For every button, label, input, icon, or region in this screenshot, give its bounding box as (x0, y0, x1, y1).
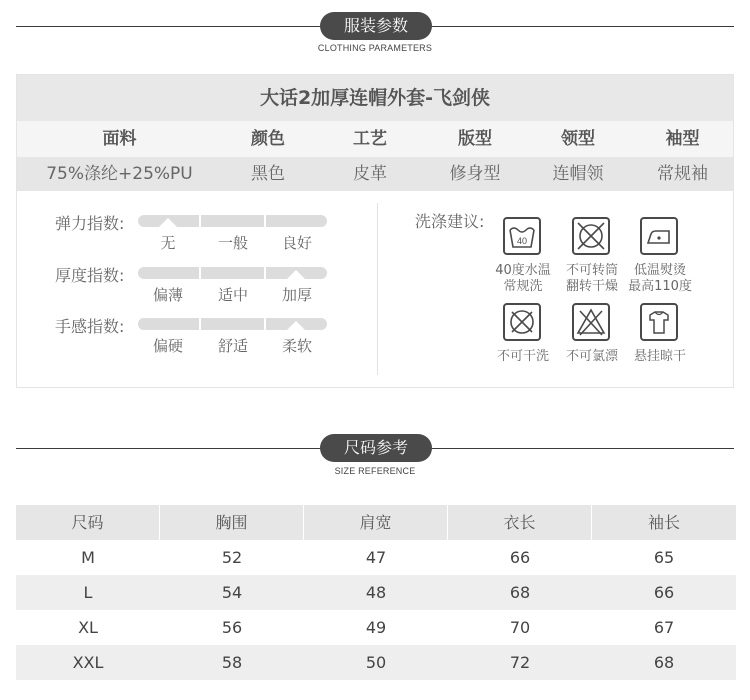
wash-40-label-line2: 常规洗 (503, 279, 543, 294)
elasticity-index-label: 弹力指数: (55, 214, 125, 233)
section-title-clothing-parameters: 服装参数 (320, 12, 432, 40)
attr-value-craft: 皮革 (353, 164, 387, 184)
thickness-option-medium: 适中 (217, 286, 248, 304)
table-cell: 56 (221, 618, 243, 637)
svg-text:40: 40 (516, 236, 528, 246)
no-tumble-dry-icon (572, 217, 610, 255)
attr-name-collar: 领型 (561, 129, 595, 149)
scale-divider (264, 318, 266, 330)
table-cell: 66 (653, 583, 675, 602)
attr-name-craft: 工艺 (353, 129, 387, 149)
header-sleeve-length: 袖长 (647, 513, 680, 532)
table-cell: 54 (221, 583, 243, 602)
feel-scale-bar (138, 318, 327, 330)
size-table-header-row (16, 505, 736, 540)
wash-40-label-line1: 40度水温 (495, 263, 551, 278)
thickness-scale-bar (138, 267, 327, 279)
wash-40-icon (503, 217, 541, 255)
attr-value-fit: 修身型 (449, 164, 501, 184)
vertical-divider (377, 203, 378, 375)
feel-option-comfortable: 舒适 (217, 337, 248, 355)
scale-divider (199, 318, 201, 330)
section-subtitle: CLOTHING PARAMETERS (317, 43, 433, 53)
feel-option-hard: 偏硬 (152, 337, 183, 355)
elasticity-option-normal: 一般 (217, 234, 248, 252)
feel-selected-marker (287, 321, 305, 330)
scale-divider (199, 215, 201, 227)
feel-option-soft: 柔软 (281, 337, 312, 355)
table-row (16, 540, 736, 575)
section-subtitle: SIZE REFERENCE (334, 466, 416, 476)
no-dry-clean-icon (503, 303, 541, 341)
table-row (16, 610, 736, 645)
no-bleach-icon (572, 303, 610, 341)
section-title-size-reference: 尺码参考 (320, 434, 432, 462)
table-cell: 47 (365, 548, 387, 567)
low-iron-label-line2: 最高110度 (628, 279, 692, 294)
table-cell: 72 (509, 653, 531, 672)
table-cell: 49 (365, 618, 387, 637)
thickness-option-thick: 加厚 (281, 286, 312, 304)
thickness-option-thin: 偏薄 (152, 286, 183, 304)
header-chest: 胸围 (160, 505, 304, 540)
product-title: 大话2加厚连帽外套-飞剑侠 (17, 75, 733, 121)
table-cell: 65 (653, 548, 675, 567)
low-iron-icon (640, 217, 678, 255)
table-cell: 70 (509, 618, 531, 637)
thickness-index-label: 厚度指数: (55, 266, 125, 285)
size-table (16, 505, 736, 680)
no-tumble-dry-label-line1: 不可转筒 (565, 263, 618, 278)
table-cell: 68 (653, 653, 675, 672)
attr-name-fabric: 面料 (102, 129, 137, 149)
attr-value-sleeve: 常规袖 (657, 164, 708, 184)
table-cell: 67 (653, 618, 675, 637)
low-iron-label-line1: 低温熨烫 (633, 263, 686, 278)
no-dry-clean-label: 不可干洗 (496, 349, 549, 364)
attr-name-sleeve: 袖型 (665, 129, 700, 149)
wash-advice-label: 洗涤建议: (415, 212, 485, 231)
table-cell: XL (78, 618, 98, 637)
table-row (16, 575, 736, 610)
table-cell: 50 (365, 653, 387, 672)
header-length: 衣长 (448, 505, 592, 540)
attr-value-collar: 连帽领 (552, 164, 604, 184)
no-bleach-label: 不可氯漂 (565, 349, 618, 364)
header-shoulder: 肩宽 (304, 505, 448, 540)
table-cell: 52 (221, 548, 243, 567)
scale-divider (264, 267, 266, 279)
attribute-header-row (17, 121, 733, 157)
header-size: 尺码 (16, 505, 160, 540)
elasticity-selected-marker (159, 218, 177, 227)
attr-name-fit: 版型 (458, 129, 492, 149)
no-tumble-dry-label-line2: 翻转干燥 (565, 279, 618, 294)
table-cell: L (83, 583, 93, 602)
table-cell: M (81, 548, 95, 567)
elasticity-option-good: 良好 (281, 234, 312, 252)
elasticity-scale-bar (138, 215, 327, 227)
elasticity-option-none: 无 (160, 234, 176, 252)
table-cell: 48 (365, 583, 387, 602)
table-cell: XXL (72, 653, 104, 672)
hang-dry-icon (640, 303, 678, 341)
scale-divider (199, 267, 201, 279)
parameters-panel (16, 74, 734, 388)
hang-dry-label: 悬挂晾干 (633, 349, 686, 364)
attribute-value-row (17, 157, 733, 191)
attr-name-color: 颜色 (251, 129, 285, 149)
feel-index-label: 手感指数: (55, 317, 125, 336)
scale-divider (264, 215, 266, 227)
thickness-selected-marker (287, 270, 305, 279)
table-cell: 68 (509, 583, 531, 602)
attr-value-color: 黑色 (251, 164, 285, 184)
table-row (16, 645, 736, 680)
table-cell: 66 (509, 548, 531, 567)
table-cell: 58 (221, 653, 243, 672)
attr-value-fabric: 75%涤纶+25%PU (46, 164, 193, 184)
